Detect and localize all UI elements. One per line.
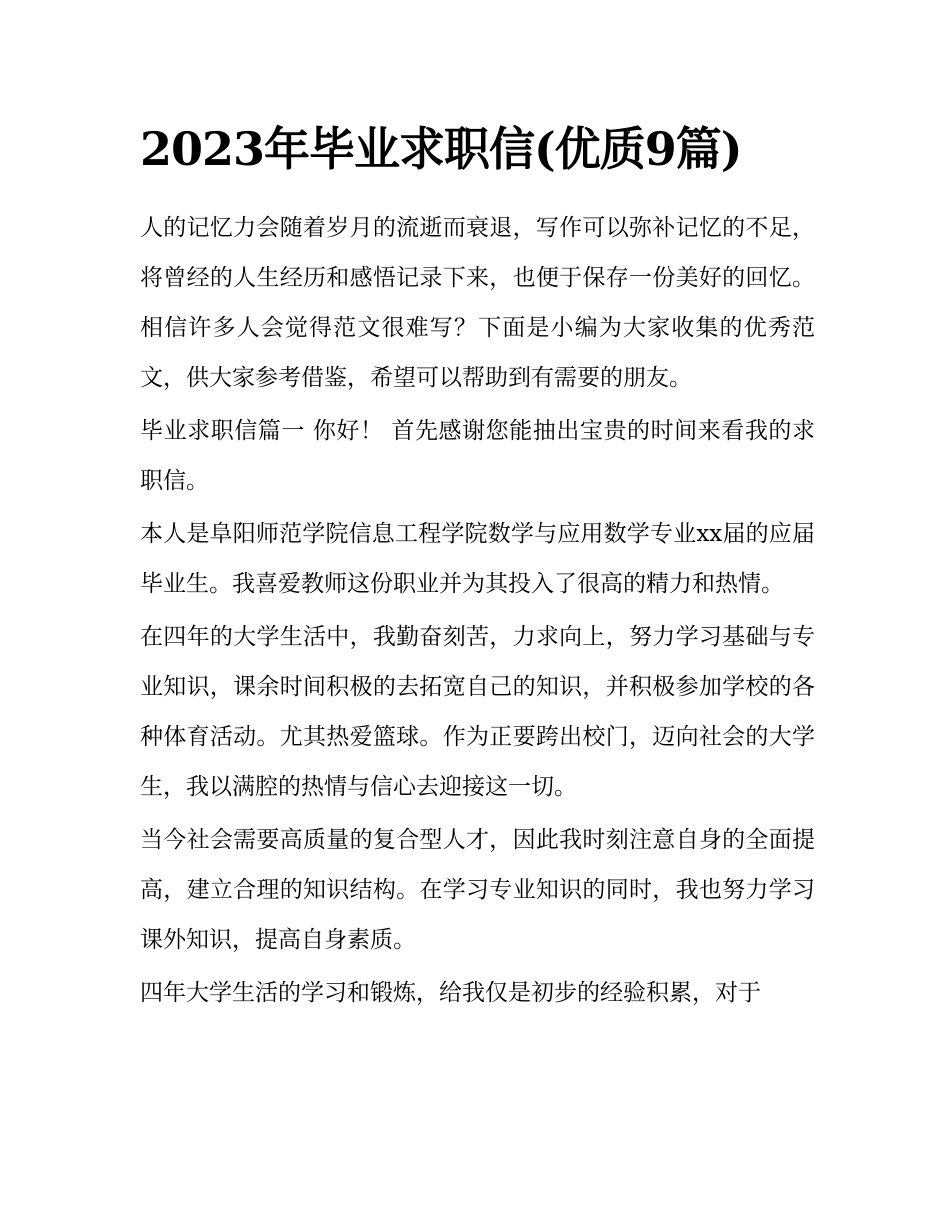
paragraph-university-life: 在四年的大学生活中，我勤奋刻苦，力求向上，努力学习基础与专业知识，课余时间积极的去拓宽自己的知识，并积极参加学校的各种体育活动。尤其热爱篮球。作为正要跨出校门，迈向社会的大学生，我以满腔的热情与信心去迎接这一切。 (140, 624, 815, 800)
paragraph-experience: 四年大学生活的学习和锻炼，给我仅是初步的经验积累，对于 (140, 980, 761, 1006)
paragraph-self-intro: 本人是阜阳师范学院信息工程学院数学与应用数学专业xx届的应届毕业生。我喜爱教师这份职业并为其投入了很高的精力和热情。 (140, 521, 815, 597)
paragraph-intro: 人的记忆力会随着岁月的流逝而衰退，写作可以弥补记忆的不足，将曾经的人生经历和感悟记录下来，也便于保存一份美好的回忆。相信许多人会觉得范文很难写？下面是小编为大家收集的优秀范文，供大家参考借鉴，希望可以帮助到有需要的朋友。 (140, 215, 815, 391)
paragraph-skills: 当今社会需要高质量的复合型人才，因此我时刻注意自身的全面提高，建立合理的知识结构。在学习专业知识的同时，我也努力学习课外知识，提高自身素质。 (140, 827, 815, 953)
paragraph-greeting: 毕业求职信篇一 你好！ 首先感谢您能抽出宝贵的时间来看我的求职信。 (140, 418, 815, 494)
document-page (140, 115, 815, 1021)
document-title: 2023年毕业求职信(优质9篇) (140, 122, 742, 176)
